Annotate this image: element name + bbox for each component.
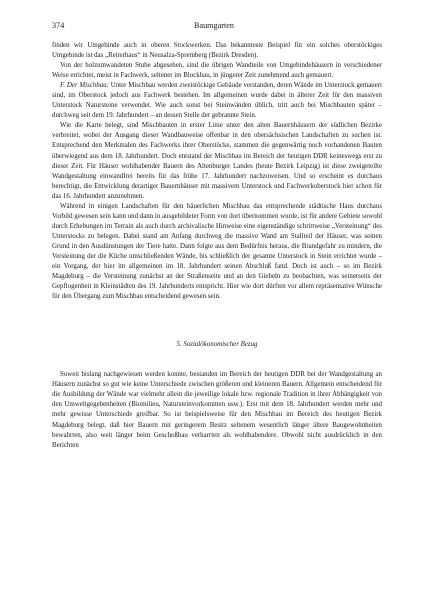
- running-head: Baumgarten: [193, 21, 234, 30]
- paragraph: finden wir Umgebinde auch in oberen Stockwerken. Das bekannteste Beispiel für ein solches oberstöckiges Umgebinde ist das „Reiterhaus“ in Neusalza-Spremberg (Bezirk Dresden).: [52, 42, 382, 60]
- paragraph-lead: F. Der Mischbau:: [60, 82, 109, 90]
- paragraph: Von der holzumwandeten Stube abgesehen, sind die übrigen Wandteile von Umgebindehäusern in verschiedener Weise errichtet, meist in Fachwerk, seltener im Blockbau, in jüngerer Zeit zunehmend auch gemauert.: [52, 62, 382, 80]
- section-heading: 5. Sozialökonomischer Bezug: [176, 341, 258, 349]
- page-header: [52, 20, 376, 32]
- page-number: 374: [52, 21, 65, 30]
- body-text: [52, 41, 382, 451]
- paragraph: [52, 81, 382, 121]
- paragraph-text: Unter Mischbau werden zweistöckige Gebäude verstanden, deren Wände im Unterstock gemauert sind, im Oberstock jedoch aus Fachwerk bestehen. Im allgemeinen wurde dabei in älterer Zeit für den massiven Unterstock Natursteine verwendet. Wie auch sonst bei Steinwänden üblich, tritt auch bei Mischbauten später – durchweg seit dem 19. Jahrhundert – an dessen Stelle der gebrannte Stein.: [52, 82, 382, 120]
- paragraph: Soweit bislang nachgewiesen werden konnte, bestanden im Bereich der heutigen DDR bei der Wandgestaltung an Häusern zunächst so gut wie keine Unterschiede zwischen größeren und kleineren Bauern. Allgemein entscheidend für die Ausbildung der Wände war vielmehr allein die jeweilige lokale bzw. regionale Tradition in ihrer Abhängigkeit von den Umweltgegebenheiten (Biomilieu, Natursteinvorkommen usw.). Erst mit dem 18. Jahrhundert werden mehr und mehr gewisse Unterschiede greifbar. So ist beispielsweise für den Mischbau im Bereich des heutigen Bezirk Magdeburg belegt, daß hier Bauern mit geringerem Besitz seltenem wesentlich länger ältere Baugewohnheiten bewahrten, also weit länger beim Geschoßbau verharrten als wohlhabendere. Obwohl nicht ausdrücklich in den Berichten: [52, 371, 382, 449]
- paragraph: Während in einigen Landschaften für den bäuerlichen Mischbau das entsprechende städtische Haus durchaus Vorbild gewesen sein kann und dann in ausgebildeter Form von dort übernommen wurde, ist für andere Gebiete sowohl durch Erhebungen im Terrain als auch durch archivalische Hinweise eine eigenständige schrittweise „Versteinung“ des Unterstocks zu belegen. Dabei stand am Anfang durchweg die massive Wand am Stallteil der Häuser, was seinen Grund in den Ausdünstungen der Tiere hatte. Dann folgte aus dem Bedürfnis heraus, die Brandgefahr zu mindern, die Versteinung der die Küche umschließenden Wände, bis schließlich der gesamte Unterstock in Stein errichtet wurde – ein Vorgang, der hier im allgemeinen im 18. Jahrhundert seinen Abschluß fand. Doch ist auch – so im Bezirk Magdeburg – die Versteinung zunächst an der Straßenseite und an den Giebeln zu beobachten, was seinerseits der Gepflogenheit in Kleinstädten des 19. Jahrhunderts entspricht. Hier wie dort dürften vor allem repräsentative Wünsche für den Übergang zum Mischbau entscheidend gewesen sein.: [52, 202, 382, 301]
- paragraph: Wie die Karte belegt, sind Mischbauten in erster Linie unter den alten Bauernhäusern der südlichen Bezirke verbreitet, wobei der Ausgang dieser Wandbauweise offenbar in den obersächsischen Landschaften zu suchen ist. Entsprechend den Merkmalen des Fachwerks ihrer Oberstöcke, stammen die gegenwärtig noch vorhandenen Bauten überwiegend aus dem 18. Jahrhundert. Doch entstand der Mischbau im Bereich der heutigen DDR keineswegs erst zu dieser Zeit. Für Häuser wohlhabender Bauern des Altenburger Landes (heute Bezirk Leipzig) ist diese zweigeteilte Wandgestaltung einwandfrei bereits für das frühe 17. Jahrhundert nachzuweisen. Und so erscheint es durchaus berechtigt, die Entwicklung derartiger Bauernhäuser mit massivem Unterstock und Fachwerkoberstock hier schon für das 16. Jahrhundert anzunehmen.: [52, 122, 382, 200]
